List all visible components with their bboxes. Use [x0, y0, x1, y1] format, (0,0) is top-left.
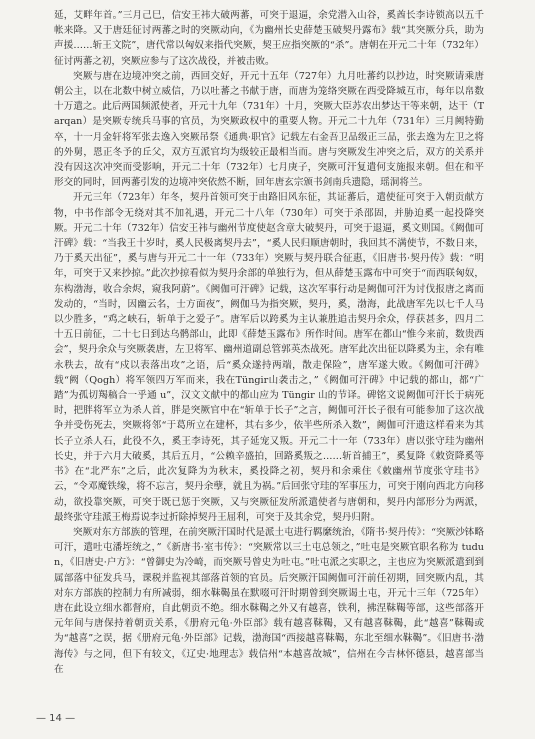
paragraph-2: 突厥与唐在边境冲突之前，西回交好，开元十五年（727年）九月吐蕃约以抄边，时突厥请乘唐朝公主，以在北数中树立威信，乃以吐蕃之书献于唐，而唐为笼络突厥在西受降城互市，每年以帛数十万遣之。此后两国频派使者，开元十九年（731年）十月，突厥大臣苏农出梦达干等来朝，达干（Tarqan）是突厥专统兵马事的官员，为突厥政权中的重要人物。开元二十九年（731年）三月阙特勤卒，十一月金轩将军张去逸入突厥吊祭《通典·职官》记载左右金吾卫品级正三品，张去逸为左卫之将的外舅，恩正冬予的丘父，双方互派官均为级较正最相当而。唐与突厥发生冲突之后，双方的关系并没有因这次冲突而受影响，开元二十年（732年）七月庚子，突厥可汗复遣何支施报来朝。但在和平形交的同时，回两蕃引发的边境冲突依然不断，回年唐玄宗颁书剑南兵遗隐，瑶洞将兰。 [54, 70, 484, 189]
paragraph-3: 开元三年（723年）年冬，契丹首领可突于由路旧风东征，其证蕃后，遣使征可突于入朝贡献方物，中书作部令无绕对其不加礼遇，开元二十八年（730年）可突于杀邵固，并胁迫奚一起投降突厥。开元二十年（732年）信安王祎与幽州节度使赵含章大破契丹，可突于退逼，奚文则国。《阙伽可汗碑》载：“当我王十岁时，奚人民极离契丹去”，“奚人民归顺唐朝时，我回其不满使节，不数日来，乃于奚天出征”，奚与唐与开元二十一年（733年）突厥与契丹联合征惠，《旧唐书·契丹传》载：“明年，可突于又来抄掠。”此次抄掠看似为契丹余部的单独行为，但从薛楚玉露布中可突于“而西联匈奴，东构渤海，收合余烬，窥我阿蔚”。《阙伽可汗碑》记载，这次军事行动是阙伽可汗为讨伐报唐之离而发动的，“当时，因幽云名，士方面夜”，阙伽马为指突厥，契丹，奚，渤海，此战唐军先以七千人马以少胜多，“鸡之峡石，斩单于之爱子”。唐军后以跨奚为主认兼胜追击契丹余众，俘获甚多，四月二十五日前征，二十七日到达乌鹘部山，此即《薛楚玉露布》所作时间。唐军在都山“惟今来前，数贵西会”，契丹余众与突厥袭唐，左卫将军、幽州道副总管郭英杰战死。唐军此次出征以降奚为主，余有唯永秩去，故有“戍以表落出攻”之语，后“奚众遂持两端，散走保险”，唐军遂大败。《阙伽可汗碑》载“阙（Qogh）将军领四万军而来，我在Tüngir山袭击之，”《阙伽可汗碑》中记载的都山，都“广踏”为孤切羯稿合一乎通 u”，汉文文献中的都山应为 Tüngir 山的节译。碑铭文说阙伽可汗长于病死时，把胖将军立为杀人首，胖是突厥官中在“斩单于长子”之言，阙伽可汗长子很有可能参加了这次战争并受伤死去，突厥将邻“于葛所立在建杯，其右多少，依半些所杀入数”，阙伽可汗遗这样看来为其长子立杀人石，此役不久，奚王李诗死，其子延宠又叛。开元二十一年（733年）唐以张守珪为幽州长史，并于六月大破奚，其后五月，“公赖辛盛拍，回路奚叛之……斩首捕王”，奚复降《敕资降奚等书》在“北严东”之后，此次复降为为秋末，奚投降之初，契丹和余乘住《敕幽州节度张守珪书》云，“令邓魔铁缘，将不忘言，契丹余孽，就且为祸。”后回张守珪的军事压力，可突于刚向西北方向移动，欲投靠突厥，可突于既已惩于突厥，又与突厥征发所派遣使者与唐朝和，契丹内部形分为两派，最终张守珪派王梅焉说李过折除掉契丹王屈利，可突于及其余党，契丹归附。 [54, 192, 484, 523]
document-body [54, 8, 484, 677]
paragraph-4: 突厥对东方部族的管理，在前突厥汗国时代是派土屯进行羁縻统治，《隋书·契丹传》：“突厥沙钵略可汗，遣吐屯潘垤统之，”《新唐书·室韦传》：“突厥常以三土屯总领之，”吐屯是突厥官职名称为 tudun，《旧唐史·户方》：“曾御史为冷崎，而突厥号曾史为吐屯。”吐屯派之实职之，主也应为突厥派遣到到属部落中征发兵马，课税并监视其部落首领的官员。后突厥汗国阙伽可汗前任初期，回突厥内乱，其对东方部族的控制力有所减弱，细水靺鞨虽在默啜可汗时期曾到突厥谒土屯，开元十三年（725年）唐在此设立细水都督府，自此朝贡不绝。细水靺鞨之外又有越喜，铁利，拂涅靺鞨等部，这些部落开元年间与唐保持着朝贡关系，《册府元龟·外臣部》载有越喜靺鞨，又有越喜靺鞨，此“越喜”靺鞨或为“越喜”之误，据《册府元龟·外臣部》记载，渤海国“西接越喜靺鞨，东北至细水靺鞨”。《旧唐书·渤海传》与之同，但下有较文，《辽史·地理志》载信州“本越喜故城”，信州在今吉林怀德县，越喜部当在 [54, 526, 484, 675]
page-number: — 14 — [36, 713, 76, 724]
paragraph-1: 延，艾畔年首。”三月己巳，信安王祎大破两蕃，可突于退逼，余党潜入山谷，奚酋长李诗锁高以五千帐来降。又于唐廷征讨两蕃之时的突厥动向，《为幽州长史薛楚玉破契丹露布》载“其突厥分兵，助为声援……斩王文院”，唐代常以匈奴来指代突厥，契王应指突厥的“杀”。唐朝在开元二十年（732年）征讨两蕃之初，突厥应参与了这次战役，并被击败。 [54, 10, 484, 67]
